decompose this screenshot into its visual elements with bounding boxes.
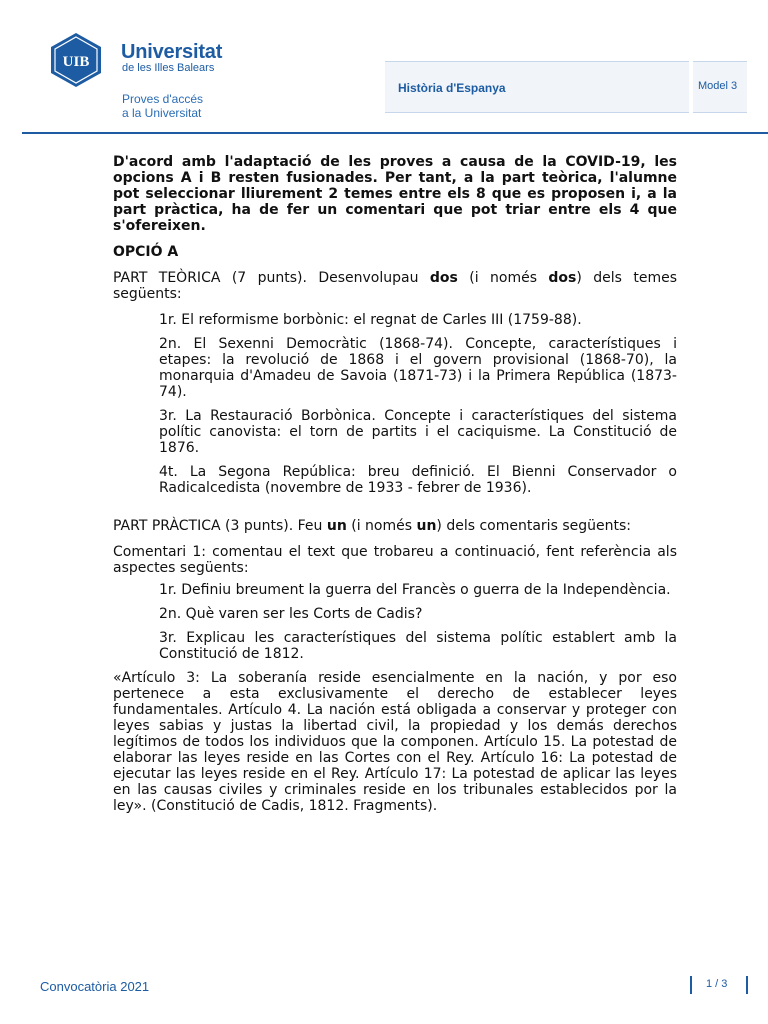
- part-practica-text-1: PART PRÀCTICA (3 punts). Feu: [113, 518, 327, 534]
- part-practica-heading: [113, 518, 677, 534]
- intro-paragraph: D'acord amb l'adaptació de les proves a causa de la COVID-19, les opcions A i B resten fusionades. Per tant, a la part teòrica, l'alumne pot seleccionar lliurement 2 temes entre els 8 que es proposen i, a la part pràctica, ha de fer un comentari que pot triar entre els 4 que s'ofereixen.: [113, 154, 677, 234]
- uib-hexagon-icon: [48, 32, 104, 88]
- model-label: Model 3: [698, 80, 738, 92]
- proves-label: [122, 92, 203, 120]
- part-teorica-text-1: PART TEÒRICA (7 punts). Desenvolupau: [113, 270, 430, 286]
- model-box: [693, 61, 747, 113]
- proves-line-1: Proves d'accés: [122, 92, 203, 106]
- footer-divider-right: [746, 976, 748, 994]
- university-name: Universitat: [121, 41, 223, 63]
- topic-item: 2n. El Sexenni Democràtic (1868-74). Concepte, característiques i etapes: la revolució de 1868 i el govern provisional (1868-70), la monarquia d'Amadeu de Savoia (1871-73) i la Primera República (1873-74).: [159, 336, 677, 400]
- page-number: 1 / 3: [706, 978, 728, 990]
- part-teorica-bold-1: dos: [429, 270, 458, 286]
- part-practica-bold-1: un: [326, 518, 347, 534]
- question-item: 1r. Definiu breument la guerra del Francès o guerra de la Independència.: [159, 582, 671, 598]
- proves-line-2: a la Universitat: [122, 106, 202, 120]
- part-teorica-heading: [113, 270, 677, 302]
- footer-divider-left: [690, 976, 692, 994]
- question-item: 2n. Què varen ser les Corts de Cadis?: [159, 606, 423, 622]
- subject-title: Història d'Espanya: [398, 81, 506, 95]
- header-divider: [22, 132, 768, 134]
- part-teorica-bold-2: dos: [548, 270, 577, 286]
- university-subtitle: de les Illes Balears: [122, 62, 215, 74]
- topic-item: 4t. La Segona República: breu definició. El Bienni Conservador o Radicalcedista (novembre de 1933 - febrer de 1936).: [159, 464, 677, 496]
- subject-box: [385, 61, 689, 113]
- topic-item: 1r. El reformisme borbònic: el regnat de Carles III (1759-88).: [159, 312, 582, 328]
- convocatoria-label: Convocatòria 2021: [40, 979, 150, 994]
- question-item: 3r. Explicau les característiques del sistema polític establert amb la Constitució de 1812.: [159, 630, 677, 662]
- logo-text: UIB: [62, 54, 90, 70]
- part-teorica-text-2: (i només: [457, 270, 549, 286]
- uib-logo: [48, 32, 104, 88]
- option-title: OPCIÓ A: [113, 244, 179, 260]
- part-teorica-text-3: ) dels temes següents:: [113, 270, 677, 302]
- part-practica-bold-2: un: [416, 518, 437, 534]
- part-practica-text-2: (i només: [346, 518, 417, 534]
- comment-intro: Comentari 1: comentau el text que trobareu a continuació, fent referència als aspectes següents:: [113, 544, 677, 576]
- exam-content: [113, 154, 677, 814]
- part-practica-text-3: ) dels comentaris següents:: [436, 518, 631, 534]
- constitution-quote: «Artículo 3: La soberanía reside esencialmente en la nación, y por eso pertenece a esta exclusivamente el derecho de establecer leyes fundamentales. Artículo 4. La nación está obligada a conservar y proteger con leyes sabias y justas la libertad civil, la propiedad y los demás derechos legítimos de todos los individuos que la componen. Artículo 15. La potestad de elaborar las leyes reside en las Cortes con el Rey. Artículo 16: La potestad de ejecutar las leyes reside en el Rey. Artículo 17: La potestad de aplicar las leyes en las causas civiles y criminales reside en los tribunales establecidos por la ley». (Constitució de Cadis, 1812. Fragments).: [113, 670, 677, 814]
- topic-item: 3r. La Restauració Borbònica. Concepte i característiques del sistema polític canovista: el torn de partits i el caciquisme. La Constitució de 1876.: [159, 408, 677, 456]
